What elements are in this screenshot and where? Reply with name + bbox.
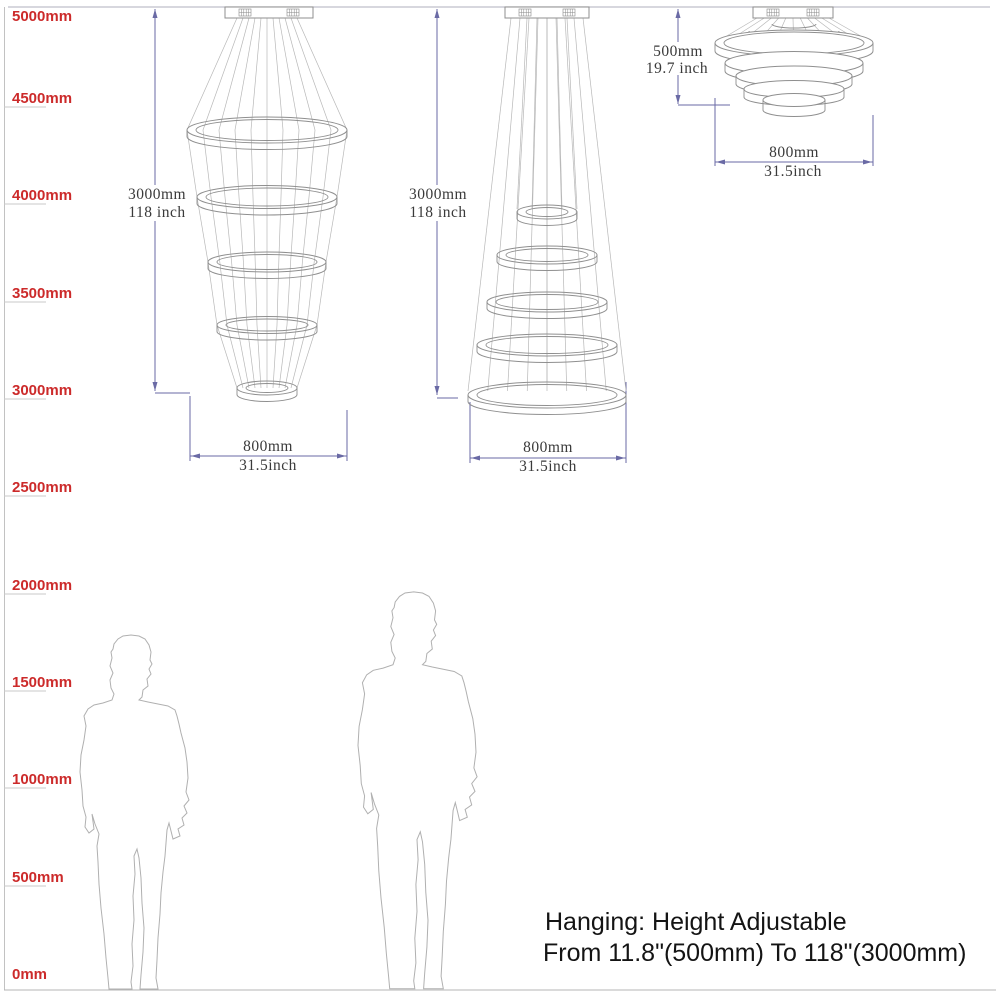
cable [273, 18, 283, 388]
scale-label: 2500mm [12, 479, 73, 496]
dimension-arrow [153, 9, 158, 18]
dimension-arrow [435, 9, 440, 18]
chandelier-flush-collapsed [715, 7, 873, 117]
scale-label: 3500mm [12, 285, 73, 302]
ceiling-mount [505, 7, 589, 18]
flush-width-inch-label: 31.5inch [764, 163, 822, 180]
human-silhouette-small [80, 635, 189, 989]
human-scale-figures [80, 592, 477, 989]
dimension-arrow [471, 456, 480, 461]
left-height-inch-label: 118 inch [128, 204, 186, 221]
dimension-arrow [716, 160, 725, 165]
flush-ring-top [763, 94, 825, 107]
dimension-arrow [435, 386, 440, 395]
human-silhouette-large [358, 592, 477, 989]
scale-label: 500mm [12, 869, 64, 886]
ring-lower-rim [763, 110, 825, 117]
chandelier-cone [468, 7, 626, 415]
cable [251, 18, 261, 388]
scale-label: 2000mm [12, 577, 73, 594]
cable [583, 18, 626, 391]
ring-lower-rim [772, 24, 816, 28]
left-height-mm-label: 3000mm [127, 186, 187, 203]
cable [517, 18, 527, 209]
cable [532, 18, 537, 209]
note-line1: Hanging: Height Adjustable [545, 908, 847, 936]
cable [556, 18, 567, 391]
middle-height-mm-label: 3000mm [408, 186, 468, 203]
middle-width-mm-label: 800mm [523, 439, 573, 456]
scale-label: 4500mm [12, 90, 73, 107]
dimension-arrow [153, 382, 158, 391]
scale-label: 4000mm [12, 187, 73, 204]
scale-label: 1000mm [12, 771, 73, 788]
scale-label: 1500mm [12, 674, 73, 691]
cable [468, 18, 511, 391]
ring-lower-rim [237, 395, 297, 402]
left-width-mm-label: 800mm [243, 438, 293, 455]
dimension-arrow [337, 454, 346, 459]
cable [567, 18, 577, 209]
ceiling-mount [225, 7, 313, 18]
cable [557, 18, 562, 209]
scale-label: 3000mm [12, 382, 73, 399]
dimension-arrow [676, 95, 681, 104]
dimension-arrow [676, 9, 681, 18]
flush-height-mm-label: 500mm [653, 43, 703, 60]
flush-height-inch-label: 19.7 inch [645, 60, 709, 77]
dimension-arrow [616, 456, 625, 461]
scale-label: 5000mm [12, 8, 73, 25]
chandelier-extended [187, 7, 347, 402]
height-scale [4, 8, 72, 983]
flush-width-mm-label: 800mm [769, 144, 819, 161]
middle-height-inch-label: 118 inch [409, 204, 467, 221]
room-lines [4, 7, 996, 990]
note-line2: From 11.8"(500mm) To 118"(3000mm) [543, 939, 967, 967]
dimension-arrow [191, 454, 200, 459]
ceiling-mount [753, 7, 833, 18]
middle-width-inch-label: 31.5inch [519, 458, 577, 475]
scale-label: 0mm [12, 966, 48, 983]
left-width-inch-label: 31.5inch [239, 457, 297, 474]
dimension-arrow [863, 160, 872, 165]
cable [527, 18, 538, 391]
